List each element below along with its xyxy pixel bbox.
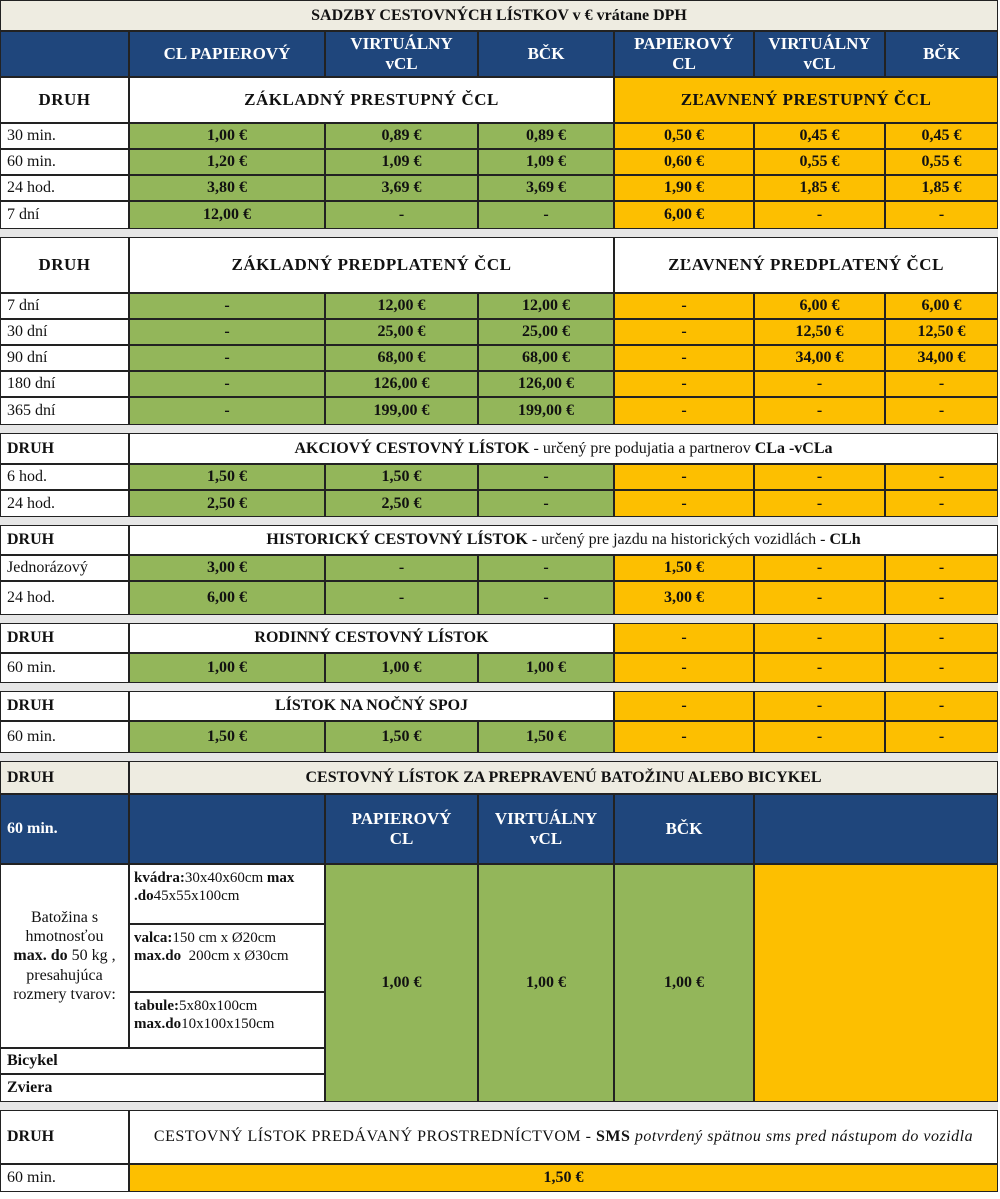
price-cell: - bbox=[614, 345, 754, 371]
druh-label: DRUH bbox=[0, 77, 129, 123]
row-label: 60 min. bbox=[0, 149, 129, 175]
price-cell: 68,00 € bbox=[325, 345, 478, 371]
luggage-description: Batožina s hmotnosťou max. do 50 kg , presahujúca rozmery tvarov: bbox=[0, 864, 129, 1048]
separator bbox=[0, 615, 998, 623]
section-night-title: LÍSTOK NA NOČNÝ SPOJ bbox=[129, 691, 614, 721]
druh-label: DRUH bbox=[0, 433, 129, 464]
dimension-cylinder: valca:150 cm x Ø20cm max.do 200cm x Ø30cm bbox=[129, 924, 325, 992]
price-cell: - bbox=[754, 653, 885, 683]
price-cell: 1,50 € bbox=[325, 721, 478, 753]
row-label: 30 dní bbox=[0, 319, 129, 345]
druh-label: DRUH bbox=[0, 525, 129, 555]
price-cell: - bbox=[325, 201, 478, 229]
separator bbox=[0, 753, 998, 761]
header-blank bbox=[129, 794, 325, 864]
price-cell: - bbox=[754, 555, 885, 581]
row-label: 6 hod. bbox=[0, 464, 129, 490]
price-cell: - bbox=[478, 581, 614, 615]
header-blank bbox=[0, 31, 129, 77]
price-cell: - bbox=[129, 345, 325, 371]
luggage-discount-empty bbox=[754, 864, 998, 1102]
luggage-col-bck: BČK bbox=[614, 794, 754, 864]
section-historic-title: HISTORICKÝ CESTOVNÝ LÍSTOK - určený pre jazdu na historických vozidlách - CLh bbox=[129, 525, 998, 555]
price-cell: - bbox=[885, 555, 998, 581]
section-basic-transfer-title: ZÁKLADNÝ PRESTUPNÝ ČCL bbox=[129, 77, 614, 123]
price-cell: 0,55 € bbox=[754, 149, 885, 175]
price-cell: 0,89 € bbox=[478, 123, 614, 149]
row-label: 24 hod. bbox=[0, 490, 129, 517]
header-blank bbox=[754, 794, 998, 864]
druh-label: DRUH bbox=[0, 761, 129, 794]
price-cell: 1,50 € bbox=[478, 721, 614, 753]
price-cell: 6,00 € bbox=[614, 201, 754, 229]
price-cell: - bbox=[325, 555, 478, 581]
price-cell: 3,69 € bbox=[478, 175, 614, 201]
price-cell: - bbox=[478, 555, 614, 581]
price-cell: 25,00 € bbox=[478, 319, 614, 345]
separator bbox=[0, 683, 998, 691]
price-cell: - bbox=[614, 721, 754, 753]
price-cell: - bbox=[754, 371, 885, 397]
price-cell: 1,50 € bbox=[614, 555, 754, 581]
price-cell: 3,00 € bbox=[129, 555, 325, 581]
price-cell: 1,85 € bbox=[885, 175, 998, 201]
separator bbox=[0, 425, 998, 433]
section-luggage-title: CESTOVNÝ LÍSTOK ZA PREPRAVENÚ BATOŽINU ALEBO BICYKEL bbox=[129, 761, 998, 794]
col-header-vcl-discount: VIRTUÁLNY vCL bbox=[754, 31, 885, 77]
luggage-col-virtual: VIRTUÁLNY vCL bbox=[478, 794, 614, 864]
price-cell: - bbox=[614, 653, 754, 683]
col-header-cl-paper: CL PAPIEROVÝ bbox=[129, 31, 325, 77]
price-cell: 12,00 € bbox=[325, 293, 478, 319]
row-label: 7 dní bbox=[0, 293, 129, 319]
col-header-vcl: VIRTUÁLNY vCL bbox=[325, 31, 478, 77]
price-cell: 1,50 € bbox=[129, 721, 325, 753]
price-cell: 0,50 € bbox=[614, 123, 754, 149]
price-cell: 1,00 € bbox=[129, 653, 325, 683]
cell: - bbox=[614, 623, 754, 653]
sms-duration: 60 min. bbox=[0, 1164, 129, 1192]
row-label: 180 dní bbox=[0, 371, 129, 397]
price-cell: 6,00 € bbox=[129, 581, 325, 615]
price-cell: 126,00 € bbox=[478, 371, 614, 397]
price-cell: - bbox=[614, 293, 754, 319]
price-cell: - bbox=[885, 490, 998, 517]
price-cell: - bbox=[325, 581, 478, 615]
price-cell: 126,00 € bbox=[325, 371, 478, 397]
price-cell: 0,60 € bbox=[614, 149, 754, 175]
price-cell: 1,20 € bbox=[129, 149, 325, 175]
price-cell: - bbox=[754, 464, 885, 490]
price-cell: - bbox=[478, 490, 614, 517]
section-discount-transfer-title: ZĽAVNENÝ PRESTUPNÝ ČCL bbox=[614, 77, 998, 123]
price-cell: 199,00 € bbox=[325, 397, 478, 425]
price-cell: - bbox=[614, 464, 754, 490]
price-cell: 68,00 € bbox=[478, 345, 614, 371]
price-cell: - bbox=[754, 721, 885, 753]
sms-price: 1,50 € bbox=[129, 1164, 998, 1192]
price-cell: 3,69 € bbox=[325, 175, 478, 201]
row-label: 30 min. bbox=[0, 123, 129, 149]
price-cell: 6,00 € bbox=[885, 293, 998, 319]
row-label: 7 dní bbox=[0, 201, 129, 229]
price-cell: - bbox=[754, 490, 885, 517]
cell: - bbox=[885, 691, 998, 721]
col-header-bck: BČK bbox=[478, 31, 614, 77]
row-label: 60 min. bbox=[0, 653, 129, 683]
col-header-paper-discount: PAPIEROVÝ CL bbox=[614, 31, 754, 77]
price-cell: 6,00 € bbox=[754, 293, 885, 319]
druh-label: DRUH bbox=[0, 237, 129, 293]
price-cell: - bbox=[754, 397, 885, 425]
row-label: 24 hod. bbox=[0, 581, 129, 615]
row-label: Jednorázový bbox=[0, 555, 129, 581]
luggage-duration: 60 min. bbox=[0, 794, 129, 864]
price-cell: - bbox=[478, 201, 614, 229]
price-cell: - bbox=[129, 371, 325, 397]
animal-label: Zviera bbox=[0, 1074, 325, 1102]
price-cell: 12,50 € bbox=[885, 319, 998, 345]
price-cell: 3,80 € bbox=[129, 175, 325, 201]
cell: - bbox=[885, 623, 998, 653]
separator bbox=[0, 1102, 998, 1110]
price-cell: - bbox=[885, 721, 998, 753]
price-cell: 1,00 € bbox=[129, 123, 325, 149]
price-cell: 0,45 € bbox=[885, 123, 998, 149]
section-promo-title: AKCIOVÝ CESTOVNÝ LÍSTOK - určený pre podujatia a partnerov CLa -vCLa bbox=[129, 433, 998, 464]
section-sms-title: CESTOVNÝ LÍSTOK PREDÁVANÝ PROSTREDNÍCTVOM - SMS potvrdený spätnou sms pred nástupom do vozidla bbox=[129, 1110, 998, 1164]
luggage-price-bck: 1,00 € bbox=[614, 864, 754, 1102]
druh-label: DRUH bbox=[0, 1110, 129, 1164]
price-cell: 199,00 € bbox=[478, 397, 614, 425]
price-cell: - bbox=[885, 371, 998, 397]
druh-label: DRUH bbox=[0, 691, 129, 721]
price-cell: - bbox=[614, 397, 754, 425]
row-label: 24 hod. bbox=[0, 175, 129, 201]
price-cell: 0,89 € bbox=[325, 123, 478, 149]
luggage-col-paper: PAPIEROVÝ CL bbox=[325, 794, 478, 864]
separator bbox=[0, 517, 998, 525]
price-cell: 12,50 € bbox=[754, 319, 885, 345]
price-cell: - bbox=[614, 371, 754, 397]
price-cell: 34,00 € bbox=[754, 345, 885, 371]
price-cell: - bbox=[129, 319, 325, 345]
price-cell: 34,00 € bbox=[885, 345, 998, 371]
col-header-bck-discount: BČK bbox=[885, 31, 998, 77]
price-cell: - bbox=[754, 201, 885, 229]
price-cell: - bbox=[885, 201, 998, 229]
section-discount-prepaid-title: ZĽAVNENÝ PREDPLATENÝ ČCL bbox=[614, 237, 998, 293]
price-cell: 3,00 € bbox=[614, 581, 754, 615]
table-title: SADZBY CESTOVNÝCH LÍSTKOV v € vrátane DPH bbox=[0, 0, 998, 31]
price-cell: 1,50 € bbox=[325, 464, 478, 490]
price-cell: 0,45 € bbox=[754, 123, 885, 149]
druh-label: DRUH bbox=[0, 623, 129, 653]
price-cell: 1,09 € bbox=[325, 149, 478, 175]
dimension-cuboid: kvádra:30x40x60cm max .do45x55x100cm bbox=[129, 864, 325, 924]
price-cell: - bbox=[885, 464, 998, 490]
price-cell: 12,00 € bbox=[129, 201, 325, 229]
price-cell: - bbox=[754, 581, 885, 615]
price-cell: - bbox=[129, 293, 325, 319]
luggage-price-paper: 1,00 € bbox=[325, 864, 478, 1102]
dimension-board: tabule:5x80x100cm max.do10x100x150cm bbox=[129, 992, 325, 1048]
luggage-price-virtual: 1,00 € bbox=[478, 864, 614, 1102]
row-label: 60 min. bbox=[0, 721, 129, 753]
section-family-title: RODINNÝ CESTOVNÝ LÍSTOK bbox=[129, 623, 614, 653]
row-label: 365 dní bbox=[0, 397, 129, 425]
price-cell: - bbox=[614, 490, 754, 517]
price-cell: - bbox=[129, 397, 325, 425]
price-cell: - bbox=[885, 653, 998, 683]
price-cell: 1,00 € bbox=[325, 653, 478, 683]
cell: - bbox=[754, 691, 885, 721]
price-cell: 2,50 € bbox=[325, 490, 478, 517]
price-cell: 12,00 € bbox=[478, 293, 614, 319]
price-cell: - bbox=[614, 319, 754, 345]
row-label: 90 dní bbox=[0, 345, 129, 371]
bicycle-label: Bicykel bbox=[0, 1048, 325, 1074]
cell: - bbox=[614, 691, 754, 721]
price-cell: - bbox=[478, 464, 614, 490]
price-cell: 0,55 € bbox=[885, 149, 998, 175]
separator bbox=[0, 229, 998, 237]
price-cell: 2,50 € bbox=[129, 490, 325, 517]
price-cell: 1,00 € bbox=[478, 653, 614, 683]
cell: - bbox=[754, 623, 885, 653]
section-basic-prepaid-title: ZÁKLADNÝ PREDPLATENÝ ČCL bbox=[129, 237, 614, 293]
price-cell: 1,90 € bbox=[614, 175, 754, 201]
price-cell: 1,50 € bbox=[129, 464, 325, 490]
price-cell: - bbox=[885, 581, 998, 615]
price-cell: 1,09 € bbox=[478, 149, 614, 175]
price-cell: 25,00 € bbox=[325, 319, 478, 345]
price-cell: - bbox=[885, 397, 998, 425]
price-cell: 1,85 € bbox=[754, 175, 885, 201]
